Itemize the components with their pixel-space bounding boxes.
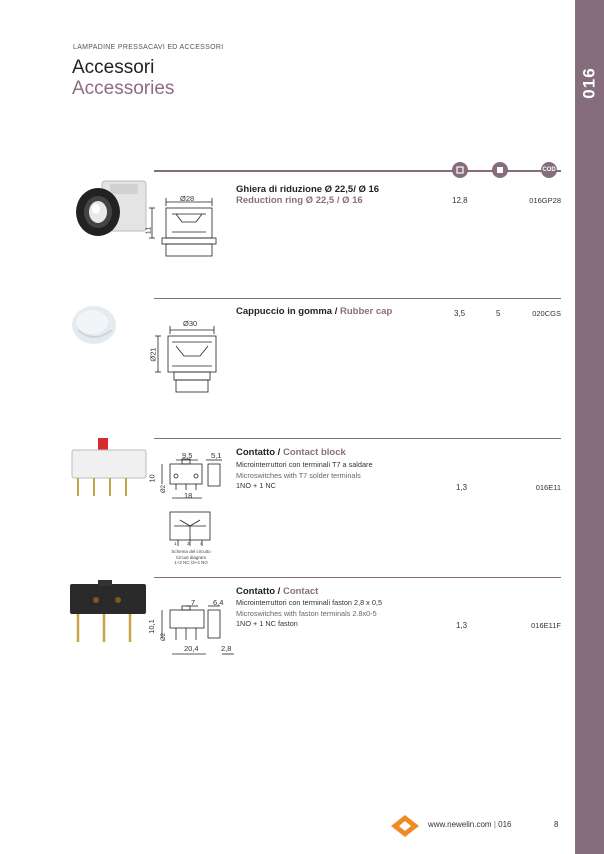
- page-title-english: Accessories: [72, 78, 175, 99]
- cap-width-dimension: Ø30: [183, 319, 198, 328]
- contact-dim-d: Ø2: [161, 484, 168, 494]
- faston-dim-b: 6,4: [213, 598, 224, 607]
- circuit-diagram-caption: Schema del circuito Circuit diagram 1+2 NC /3+4 NO: [171, 549, 211, 565]
- contact-faston-value-1: 1,3: [456, 621, 468, 630]
- page-title: Accessori: [72, 57, 155, 78]
- contact-dim-a: 9,5: [182, 451, 193, 460]
- row-divider: [154, 298, 561, 299]
- ring-value-1: 12,8: [452, 196, 468, 205]
- faston-dim-t: 2,8: [221, 644, 232, 653]
- section-code: 016: [580, 67, 599, 99]
- contact-faston-product-code: 016E11F: [531, 621, 561, 630]
- ring-height-dimension: 11: [143, 226, 153, 235]
- product-name-contact-block: Contatto / Contact block: [236, 447, 346, 458]
- product-name-contact-faston: Contatto / Contact: [236, 586, 319, 597]
- row-divider: [154, 577, 561, 578]
- faston-dim-a: 7: [191, 598, 196, 607]
- contact-block-photo: [70, 438, 150, 500]
- footer-url: www.newelin.com | 016: [428, 820, 512, 829]
- rubber-cap-photo: [70, 304, 120, 346]
- col-2-icon: [492, 162, 508, 178]
- contact-dim-b: 5,1: [211, 451, 222, 460]
- contact-block-value-1: 1,3: [456, 483, 468, 492]
- faston-dim-h: 10,1: [146, 619, 156, 634]
- faston-dim-d: Ø2: [161, 632, 168, 642]
- cap-product-code: 020CGS: [532, 309, 561, 318]
- contact-block-description: Microinterruttori con terminali T7 a saldare Microswitches with T7 solder terminals 1NO + 1 NC: [236, 460, 373, 490]
- product-name-ring-english: Reduction ring Ø 22,5 / Ø 16: [236, 195, 363, 206]
- cap-height-dimension: Ø21: [148, 347, 158, 362]
- contact-faston-photo: [68, 580, 150, 646]
- contact-dim-h: 10: [147, 474, 157, 483]
- rubber-cap-drawing: [146, 318, 226, 398]
- ring-product-code: 016GP28: [529, 196, 561, 205]
- cap-value-1: 3,5: [454, 309, 466, 318]
- terminal-label: 3: [187, 541, 190, 546]
- col-1-icon: [452, 162, 468, 178]
- ring-width-dimension: Ø28: [180, 194, 195, 203]
- faston-dim-w: 20,4: [184, 644, 199, 653]
- row-divider: [154, 438, 561, 439]
- terminal-label: 4: [200, 541, 203, 546]
- product-name-cap: Cappuccio in gomma / Rubber cap: [236, 306, 393, 317]
- contact-dim-w: 18: [184, 491, 193, 500]
- section-sidebar: [575, 0, 604, 854]
- contact-faston-description: Microinterruttori con terminali faston 2,8 x 0,5 Microswitches with faston terminals 2.8x0-5 1NO + 1 NC faston: [236, 598, 382, 628]
- reduction-ring-photo: [70, 176, 152, 246]
- cap-value-2: 5: [496, 309, 501, 318]
- category-label: LAMPADINE PRESSACAVI ED ACCESSORI: [73, 44, 224, 51]
- code-icon: COD: [541, 162, 557, 178]
- contact-block-product-code: 016E11: [535, 483, 561, 492]
- page-number: 8: [554, 820, 559, 829]
- brand-logo-icon: [390, 814, 420, 838]
- terminal-label: 1: [174, 541, 177, 546]
- product-name-ring: Ghiera di riduzione Ø 22,5/ Ø 16: [236, 184, 380, 195]
